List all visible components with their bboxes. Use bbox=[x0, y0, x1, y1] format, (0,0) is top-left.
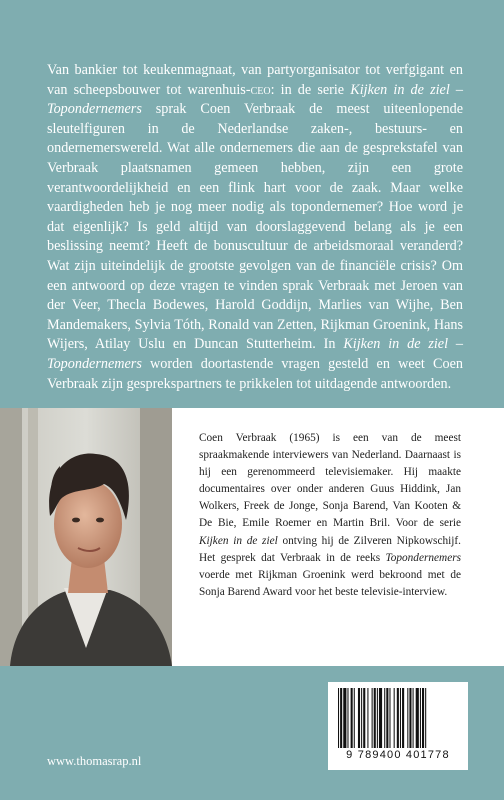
author-portrait-image bbox=[0, 408, 172, 666]
barcode-bar bbox=[343, 688, 346, 748]
barcode-bar bbox=[384, 688, 385, 748]
barcode-bar bbox=[367, 688, 368, 748]
bio-text-1: Coen Verbraak (1965) is een van de meest spraakmakende interviewers van Nederland. Daarnaast is hij een gerenommeerd televisiemaker. Hij maakte documentaires over onder anderen Guus Hiddink, Jan Wolkers, Freek de Jonge, Sonja Barend, Van Kooten & De Bie, Emile Roemer en Martin Bril. Voor de serie bbox=[199, 432, 461, 530]
barcode-bar bbox=[374, 688, 376, 748]
blurb-text-3: sprak Coen Verbraak de meest uiteenlopende sleutelfiguren in de Nederlandse zaken-, bestuurs- en ondernemerswereld. Wat alle ondernemers die aan de gesprekstafel van Verbraak plaatsnamen gemeen hebben, zijn een grote verantwoordelijkheid en een flink hart voor de zaak. Maar welke vaardigheden heb je nog meer nodig als topondernemer? Hoe word je dat eigenlijk? Is geld altijd van doorslaggevend belang als je een beslissing neemt? Heeft de bonuscultuur de arbeidsmoraal veranderd? Wat zijn uiteindelijk de grootste gevolgen van de financiële crisis? Om een antwoord op deze vragen te vinden sprak Verbraak met Jeroen van der Veer, Thecla Bodewes, Harold Goddijn, Marlies van Wijhe, Ben Mandemakers, Sylvia Tóth, Ronald van Zetten, Rijkman Groenink, Hans Wijers, Atilay Uslu en Duncan Stutterheim. In bbox=[47, 101, 463, 353]
barcode-bar bbox=[389, 688, 390, 748]
barcode-bar bbox=[340, 688, 342, 748]
barcode-bar bbox=[407, 688, 408, 748]
bio-series-title: Kijken in de ziel bbox=[199, 534, 278, 547]
barcode-bar bbox=[402, 688, 404, 748]
author-bio bbox=[199, 430, 461, 601]
bio-series-subtitle: Topondernemers bbox=[385, 551, 461, 564]
barcode-bar bbox=[416, 688, 419, 748]
barcode-bar bbox=[397, 688, 399, 748]
barcode-bar bbox=[379, 688, 382, 748]
back-cover-blurb bbox=[47, 61, 463, 394]
barcode-bar bbox=[409, 688, 411, 748]
blurb-text-2: : in de serie bbox=[270, 81, 351, 98]
blurb-text-4: worden doortastende vragen gesteld en weet Coen Verbraak zijn gesprekspartners te prikkelen tot uitdagende antwoorden. bbox=[47, 355, 463, 392]
barcode-bar bbox=[351, 688, 353, 748]
barcode-bar bbox=[413, 688, 414, 748]
barcode-bar bbox=[361, 688, 362, 748]
blurb-series-title-2: Kijken in de ziel – Topondernemers bbox=[47, 336, 463, 372]
isbn-number: 9 789400 401778 bbox=[346, 749, 450, 761]
barcode-bar bbox=[363, 688, 365, 748]
barcode-bar bbox=[354, 688, 355, 748]
barcode-bar bbox=[425, 688, 426, 748]
barcode-bar bbox=[338, 688, 339, 748]
barcode-bar bbox=[386, 688, 388, 748]
barcode-bar bbox=[422, 688, 424, 748]
bio-text-2: ontving hij de Zilveren Nipkowschijf. Het gesprek dat Verbraak in de reeks bbox=[199, 534, 461, 564]
barcode-bars bbox=[338, 688, 458, 748]
author-photo bbox=[0, 408, 172, 666]
barcode-bar bbox=[377, 688, 378, 748]
barcode-bar bbox=[394, 688, 395, 748]
author-band bbox=[0, 408, 504, 666]
barcode-bar bbox=[372, 688, 373, 748]
bio-text-3: voerde met Rijkman Groenink werd bekroond met de Sonja Barend Award voor het beste televisie-interview. bbox=[199, 568, 461, 598]
barcode-bar bbox=[400, 688, 401, 748]
blurb-text-1: Van bankier tot keukenmagnaat, van partyorganisator tot verfgigant en van scheepsbouwer tot warenhuis- bbox=[47, 62, 463, 98]
publisher-website: www.thomasrap.nl bbox=[47, 754, 142, 768]
barcode-bar bbox=[420, 688, 421, 748]
barcode-bar bbox=[347, 688, 348, 748]
barcode bbox=[328, 682, 468, 770]
blurb-series-title: Kijken in de ziel – Topondernemers bbox=[47, 81, 464, 118]
barcode-bar bbox=[358, 688, 360, 748]
blurb-ceo: ceo bbox=[250, 81, 271, 98]
